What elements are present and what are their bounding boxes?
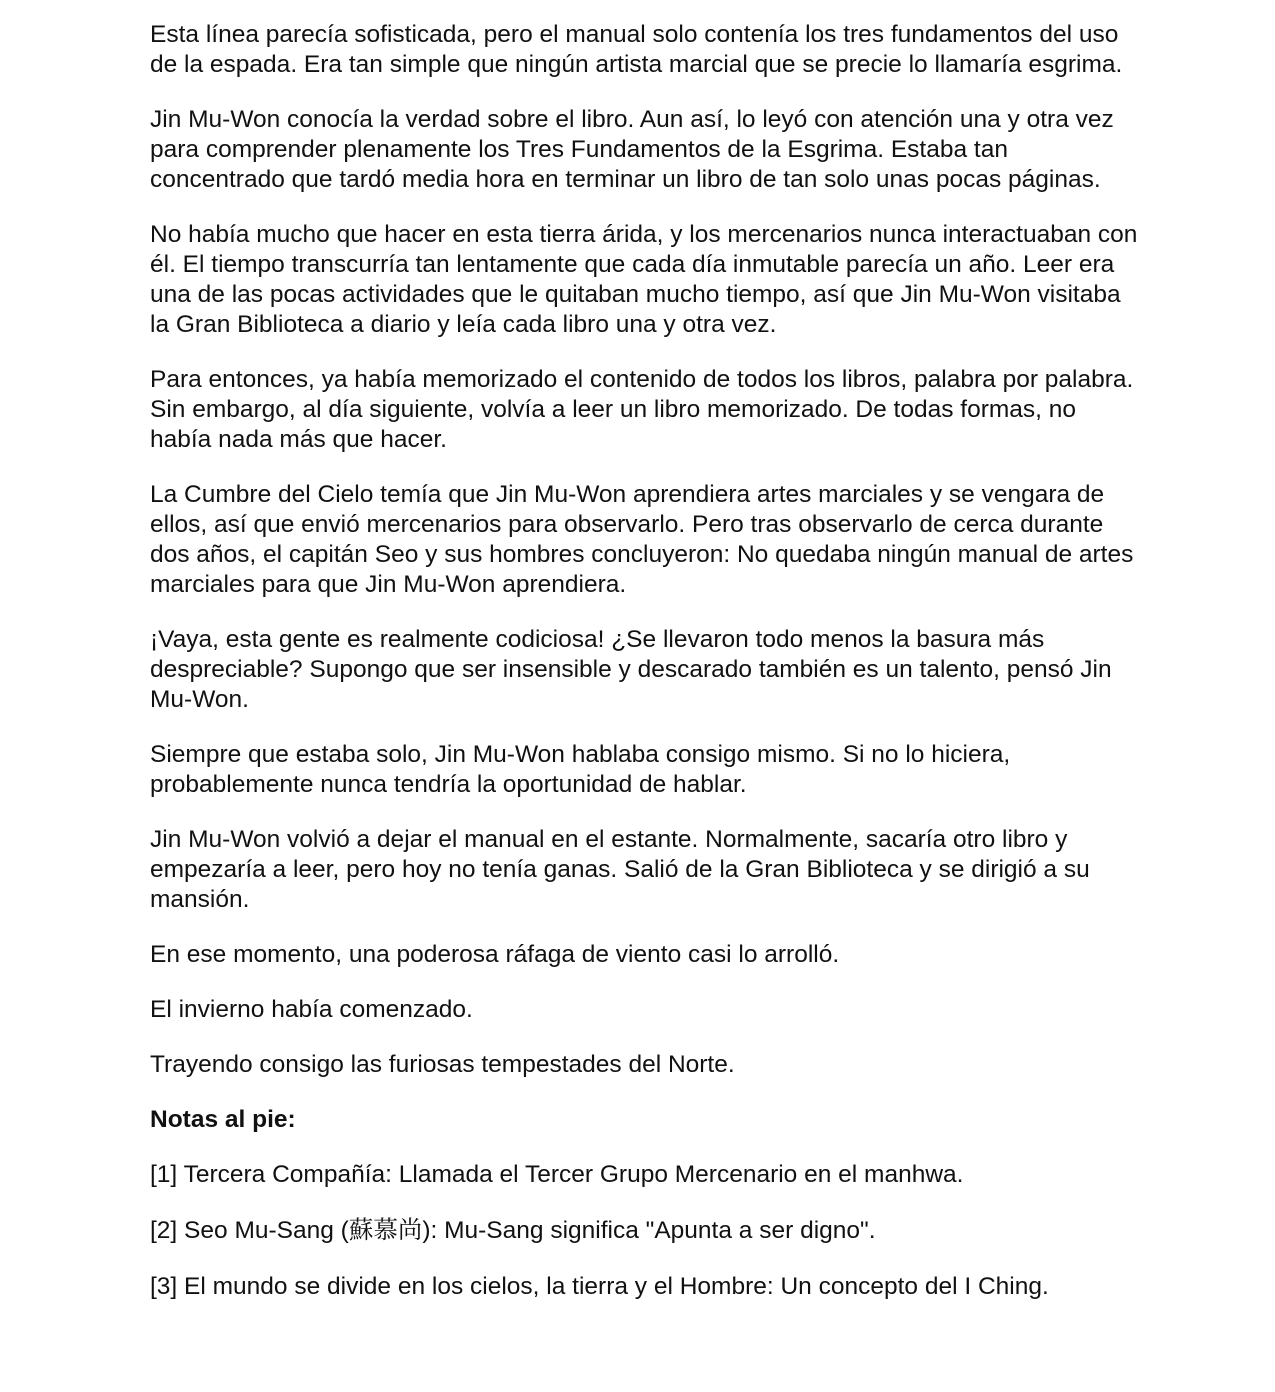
- paragraph: No había mucho que hacer en esta tierra árida, y los mercenarios nunca interactuaban con él. El tiempo transcurría tan lentamente que cada día inmutable parecía un año. Leer era una de las pocas actividades que le quitaban mucho tiempo, así que Jin Mu-Won visitaba la Gran Biblioteca a diario y leía cada libro una y otra vez.: [150, 221, 1138, 338]
- footnotes-heading: Notas al pie:: [150, 1106, 296, 1133]
- paragraph: Jin Mu-Won conocía la verdad sobre el libro. Aun así, lo leyó con atención una y otra vez para comprender plenamente los Tres Fundamentos de la Esgrima. Estaba tan concentrado que tardó media hora en terminar un libro de tan solo unas pocas páginas.: [150, 106, 1114, 193]
- paragraph: Para entonces, ya había memorizado el contenido de todos los libros, palabra por palabra. Sin embargo, al día siguiente, volvía a leer un libro memorizado. De todas formas, no había nada más que hacer.: [150, 366, 1134, 453]
- paragraph: Esta línea parecía sofisticada, pero el manual solo contenía los tres fundamentos del uso de la espada. Era tan simple que ningún artista marcial que se precie lo llamaría esgrima.: [150, 21, 1123, 78]
- footnote: [1] Tercera Compañía: Llamada el Tercer Grupo Mercenario en el manhwa.: [150, 1161, 964, 1188]
- paragraph: La Cumbre del Cielo temía que Jin Mu-Won aprendiera artes marciales y se vengara de ellos, así que envió mercenarios para observarlo. Pero tras observarlo de cerca durante dos años, el capitán Seo y sus hombres concluyeron: No quedaba ningún manual de artes marciales para que Jin Mu-Won aprendiera.: [150, 481, 1134, 598]
- paragraph: Siempre que estaba solo, Jin Mu-Won hablaba consigo mismo. Si no lo hiciera, probablemente nunca tendría la oportunidad de hablar.: [150, 741, 1011, 798]
- document-page: [150, 20, 1140, 1328]
- footnote: [2] Seo Mu-Sang (蘇慕尚): Mu-Sang significa "Apunta a ser digno".: [150, 1217, 876, 1244]
- paragraph: ¡Vaya, esta gente es realmente codiciosa! ¿Se llevaron todo menos la basura más despreciable? Supongo que ser insensible y descarado también es un talento, pensó Jin Mu-Won.: [150, 626, 1112, 713]
- paragraph: Trayendo consigo las furiosas tempestades del Norte.: [150, 1051, 735, 1078]
- paragraph: En ese momento, una poderosa ráfaga de viento casi lo arrolló.: [150, 941, 840, 968]
- footnote: [3] El mundo se divide en los cielos, la tierra y el Hombre: Un concepto del I Ching.: [150, 1273, 1049, 1300]
- paragraph: El invierno había comenzado.: [150, 996, 473, 1023]
- paragraph: Jin Mu-Won volvió a dejar el manual en el estante. Normalmente, sacaría otro libro y empezaría a leer, pero hoy no tenía ganas. Salió de la Gran Biblioteca y se dirigió a su mansión.: [150, 826, 1090, 913]
